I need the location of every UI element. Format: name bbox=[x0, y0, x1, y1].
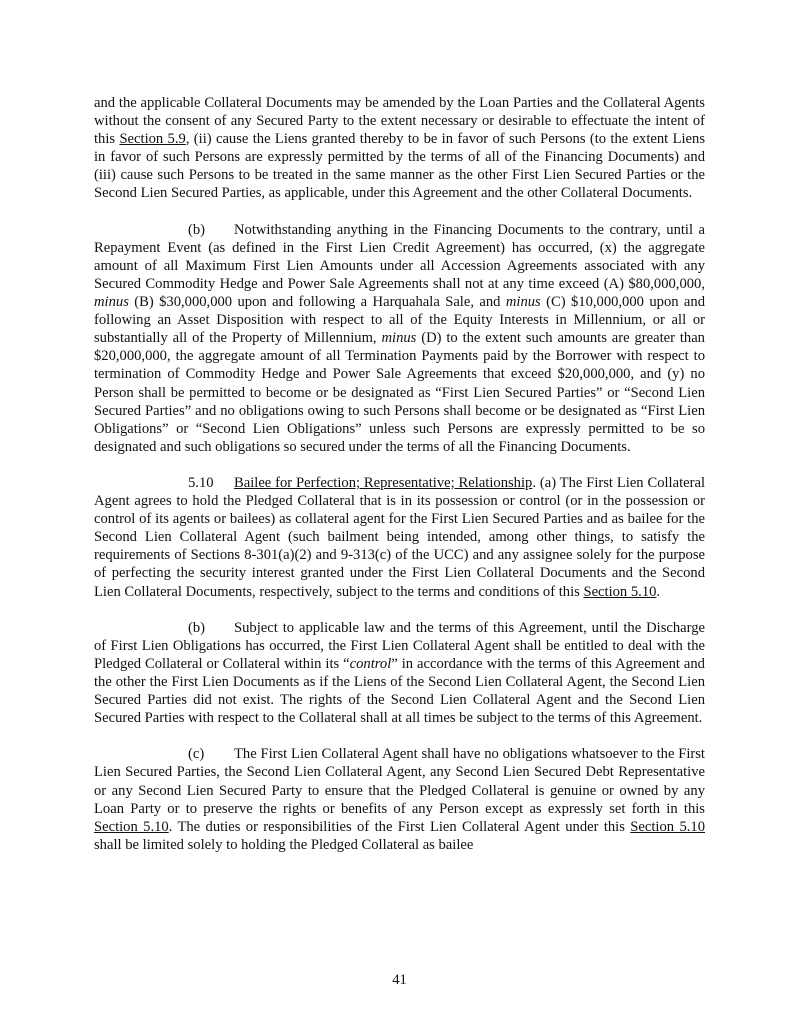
text: ” in accordance with the terms of this Agreement and the other the First Lien Documents as if the Liens of the Second Lien Collateral Agent, the Second Lien Secured Parties did not exist. The rights of the Second Lien Collateral Agent and the Second Lien Secured Parties with respect to the Collateral shall at all times be subject to the terms of this Agreement. bbox=[94, 655, 705, 727]
section-reference: Section 5.10 bbox=[583, 583, 657, 600]
paragraph-5-9-b bbox=[94, 221, 705, 456]
section-5-10-c bbox=[94, 745, 705, 854]
emphasis: minus bbox=[381, 330, 417, 347]
paragraph-continuation bbox=[94, 94, 705, 203]
text: Notwithstanding anything in the Financing Documents to the contrary, until a Repayment Event (as defined in the First Lien Credit Agreement) has occurred, (x) the aggregate amount of all Maximum First Lien Amounts under all Accession Agreements associated with any Secured Commodity Hedge and Power Sale Agreements shall not at any time exceed (A) $80,000,000, bbox=[94, 221, 705, 292]
text: . (a) The First Lien Collateral Agent agrees to hold the Pledged Collateral that is in its possession or control (or in the possession or control of its agents or bailees) as collateral agent for the First Lien Secured Parties and as bailee for the Second Lien Collateral Agent (such bailment being intended, among other things, to satisfy the requirements of Sections 8-301(a)(2) and 9-313(c) of the UCC) and any assignee solely for the purpose of perfecting the security interest granted under the First Lien Collateral Documents and the Second Lien Collateral Documents, respectively, subject to the terms and conditions of this bbox=[94, 474, 705, 600]
section-heading: Bailee for Perfection; Representative; Relationship bbox=[234, 474, 533, 491]
emphasis: control bbox=[349, 655, 392, 672]
clause-label: (b) bbox=[188, 619, 206, 636]
text: . The duties or responsibilities of the First Lien Collateral Agent under this bbox=[168, 818, 631, 835]
section-5-10-a bbox=[94, 474, 705, 601]
emphasis: minus bbox=[505, 294, 541, 311]
text: . bbox=[656, 583, 661, 600]
section-reference: Section 5.9 bbox=[119, 131, 186, 148]
text: , (ii) cause the Liens granted thereby to be in favor of such Persons (to the extent Liens in favor of such Persons are expressly permitted by the terms of all of the Financing Documents) and (iii) cause such Persons to be treated in the same manner as the other First Lien Secured Parties or the Second Lien Secured Parties, as applicable, under this Agreement and the other Collateral Documents. bbox=[94, 131, 706, 202]
emphasis: minus bbox=[94, 294, 129, 311]
section-5-10-b bbox=[94, 619, 705, 728]
text: The First Lien Collateral Agent shall have no obligations whatsoever to the First Lien Secured Parties, the Second Lien Collateral Agent, any Second Lien Secured Debt Representative or any Second Lien Secured Party to ensure that the Pledged Collateral is genuine or owned by any Loan Party or to preserve the rights or benefits of any Person except as expressly set forth in this bbox=[94, 746, 705, 817]
text: (C) $10,000,000 upon and following an Asset Disposition with respect to all of the Equity Interests in Millennium, or all or substantially all of the Property of Millennium, bbox=[94, 294, 706, 347]
text: Subject to applicable law and the terms of this Agreement, until the Discharge of First Lien Obligations has occurred, the First Lien Collateral Agent shall be entitled to deal with the Pledged Collateral or Collateral within its “ bbox=[94, 619, 705, 672]
section-number: 5.10 bbox=[188, 474, 214, 491]
page-number: 41 bbox=[392, 972, 407, 988]
clause-label: (b) bbox=[188, 221, 206, 238]
text: (B) $30,000,000 upon and following a Harquahala Sale, and bbox=[128, 294, 506, 311]
document-page bbox=[94, 94, 705, 872]
text: (D) to the extent such amounts are greater than $20,000,000, the aggregate amount of all Termination Payments paid by the Borrower with respect to termination of Commodity Hedge and Power Sale Agreements that exceed $20,000,000, and (y) no Person shall be permitted to become or be designated as “First Lien Secured Parties” or “Second Lien Secured Parties” and no obligations owing to such Persons shall become or be designated as “First Lien Obligations” or “Second Lien Obligations” unless such Persons are expressly permitted to be so designated and such obligations so secured under the terms of all the Financing Documents. bbox=[94, 330, 705, 455]
section-reference: Section 5.10 bbox=[630, 818, 705, 835]
section-reference: Section 5.10 bbox=[94, 818, 169, 835]
text: and the applicable Collateral Documents may be amended by the Loan Parties and the Collateral Agents without the consent of any Secured Party to the extent necessary or desirable to effectuate the intent of this bbox=[94, 95, 705, 148]
clause-label: (c) bbox=[188, 746, 205, 763]
text: shall be limited solely to holding the Pledged Collateral as bailee bbox=[94, 836, 474, 853]
